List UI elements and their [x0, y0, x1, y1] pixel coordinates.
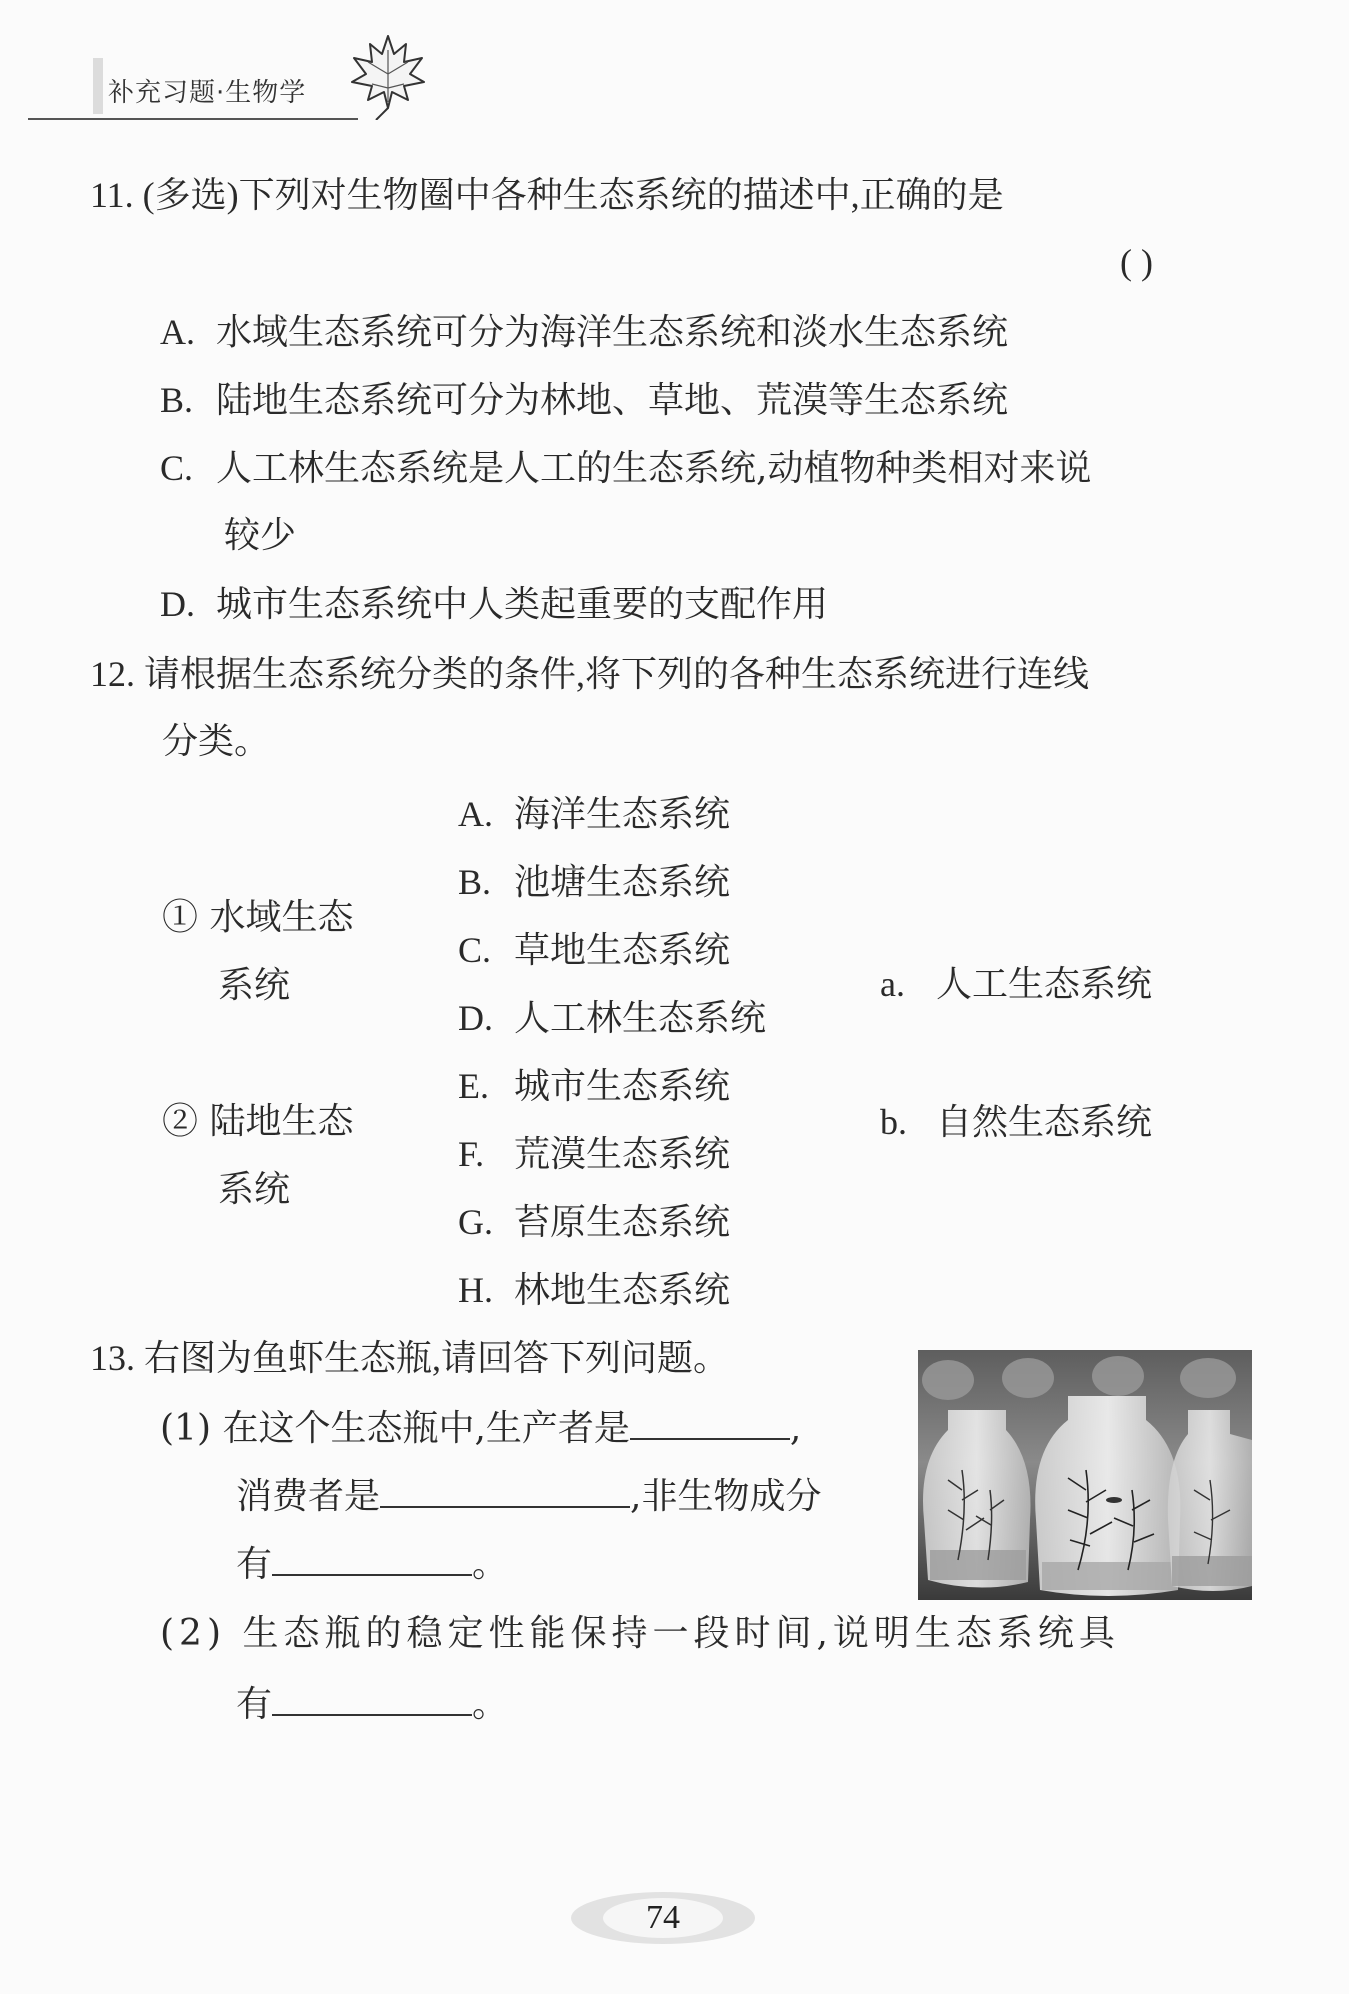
q11-option-c-continued: 较少 [224, 515, 297, 556]
q12-middle-f-letter: F. [458, 1134, 485, 1174]
q12-middle-c-text: 草地生态系统 [514, 930, 731, 971]
page-number-badge [568, 1888, 758, 1948]
q12-right-a-text: 人工生态系统 [936, 964, 1153, 1005]
q13-part1-comma: , [789, 1408, 802, 1449]
q12-middle-g-text: 苔原生态系统 [514, 1202, 731, 1243]
q11-option-b-letter: B. [160, 380, 194, 420]
q13-part1-line1 [160, 1404, 801, 1451]
q12-right-b-text: 自然生态系统 [936, 1102, 1153, 1143]
q12-left-2-line1: 陆地生态 [209, 1101, 354, 1142]
q11-option-c-text: 人工林生态系统是人工的生态系统,动植物种类相对来说 [216, 448, 1092, 489]
q11-option-a-letter: A. [160, 312, 195, 352]
q12-middle-b [458, 860, 730, 905]
q12-middle-a-text: 海洋生态系统 [514, 794, 731, 835]
q12-middle-a-letter: A. [458, 794, 493, 834]
q12-middle-h-letter: H. [458, 1270, 493, 1310]
q12-left-2-mark: ② [162, 1101, 199, 1142]
q13-part2-line2 [236, 1680, 508, 1727]
header-accent-bar [93, 58, 103, 114]
q13-part1-text: (1) 在这个生态瓶中,生产者是 [160, 1408, 630, 1449]
q11-option-b [160, 378, 1008, 423]
q12-left-1-mark: ① [162, 897, 199, 938]
q13-consumer-label: 消费者是 [236, 1476, 381, 1517]
q12-middle-c-letter: C. [458, 930, 492, 970]
q13-producer-blank[interactable] [630, 1404, 790, 1440]
q11-option-a [160, 310, 1008, 355]
q12-middle-e [458, 1064, 730, 1109]
q12-middle-g-letter: G. [458, 1202, 493, 1242]
q12-right-a-letter: a. [880, 964, 905, 1004]
q13-abiotic-blank[interactable] [272, 1540, 472, 1576]
page-number: 74 [646, 1899, 680, 1936]
q12-left-1-line1: 水域生态 [209, 897, 354, 938]
q13-part1-line3 [236, 1540, 508, 1587]
q12-middle-b-text: 池塘生态系统 [514, 862, 731, 903]
q13-part2-line1: (2) 生态瓶的稳定性能保持一段时间,说明生态系统具 [160, 1613, 1120, 1654]
q12-middle-g [458, 1200, 730, 1245]
q11-option-d-letter: D. [160, 584, 195, 624]
q12-middle-h [458, 1268, 730, 1313]
q12-middle-h-text: 林地生态系统 [514, 1270, 731, 1311]
q11-answer-bracket: ( ) [1120, 242, 1153, 282]
q12-left-item-1 [162, 896, 353, 940]
q12-right-b [880, 1100, 1152, 1145]
q11-option-b-text: 陆地生态系统可分为林地、草地、荒漠等生态系统 [216, 380, 1009, 421]
q12-middle-c [458, 928, 730, 973]
q13-part1-period: 。 [472, 1544, 509, 1585]
q11-stem: 11. (多选)下列对生物圈中各种生态系统的描述中,正确的是 [90, 175, 1004, 215]
q12-middle-e-text: 城市生态系统 [514, 1066, 731, 1107]
q13-abiotic-label: ,非生物成分 [630, 1476, 822, 1517]
q12-left-2-line2: 系统 [218, 1169, 291, 1210]
q12-middle-b-letter: B. [458, 862, 492, 902]
q12-middle-d [458, 996, 766, 1041]
maple-leaf-icon [348, 30, 428, 120]
q12-middle-a [458, 792, 730, 837]
q11-option-d-text: 城市生态系统中人类起重要的支配作用 [216, 584, 829, 625]
q13-consumer-blank[interactable] [380, 1472, 630, 1508]
header-title: 补充习题·生物学 [108, 78, 307, 108]
q13-abiotic-prefix: 有 [236, 1544, 273, 1585]
q12-right-a [880, 962, 1152, 1007]
q11-option-c [160, 446, 1091, 491]
q12-stem-line2: 分类。 [162, 721, 271, 762]
ecosystem-bottle-photo [918, 1350, 1252, 1600]
q11-option-c-letter: C. [160, 448, 194, 488]
q12-middle-f-text: 荒漠生态系统 [514, 1134, 731, 1175]
q11-option-a-text: 水域生态系统可分为海洋生态系统和淡水生态系统 [216, 312, 1009, 353]
q12-middle-d-text: 人工林生态系统 [514, 998, 767, 1039]
q11-option-d [160, 582, 828, 627]
q12-middle-d-letter: D. [458, 998, 493, 1038]
q13-part2-prefix: 有 [236, 1684, 273, 1725]
q12-right-b-letter: b. [880, 1102, 907, 1142]
q12-stem-line1: 12. 请根据生态系统分类的条件,将下列的各种生态系统进行连线 [90, 654, 1090, 694]
q12-left-item-2 [162, 1100, 353, 1144]
q12-left-1-line2: 系统 [218, 965, 291, 1006]
q12-middle-f [458, 1132, 730, 1177]
q13-stability-blank[interactable] [272, 1680, 472, 1716]
q12-middle-e-letter: E. [458, 1066, 489, 1106]
header-rule [28, 118, 358, 120]
q13-part1-line2 [236, 1472, 821, 1519]
q13-stem: 13. 右图为鱼虾生态瓶,请回答下列问题。 [90, 1338, 730, 1378]
q13-part2-period: 。 [472, 1684, 509, 1725]
